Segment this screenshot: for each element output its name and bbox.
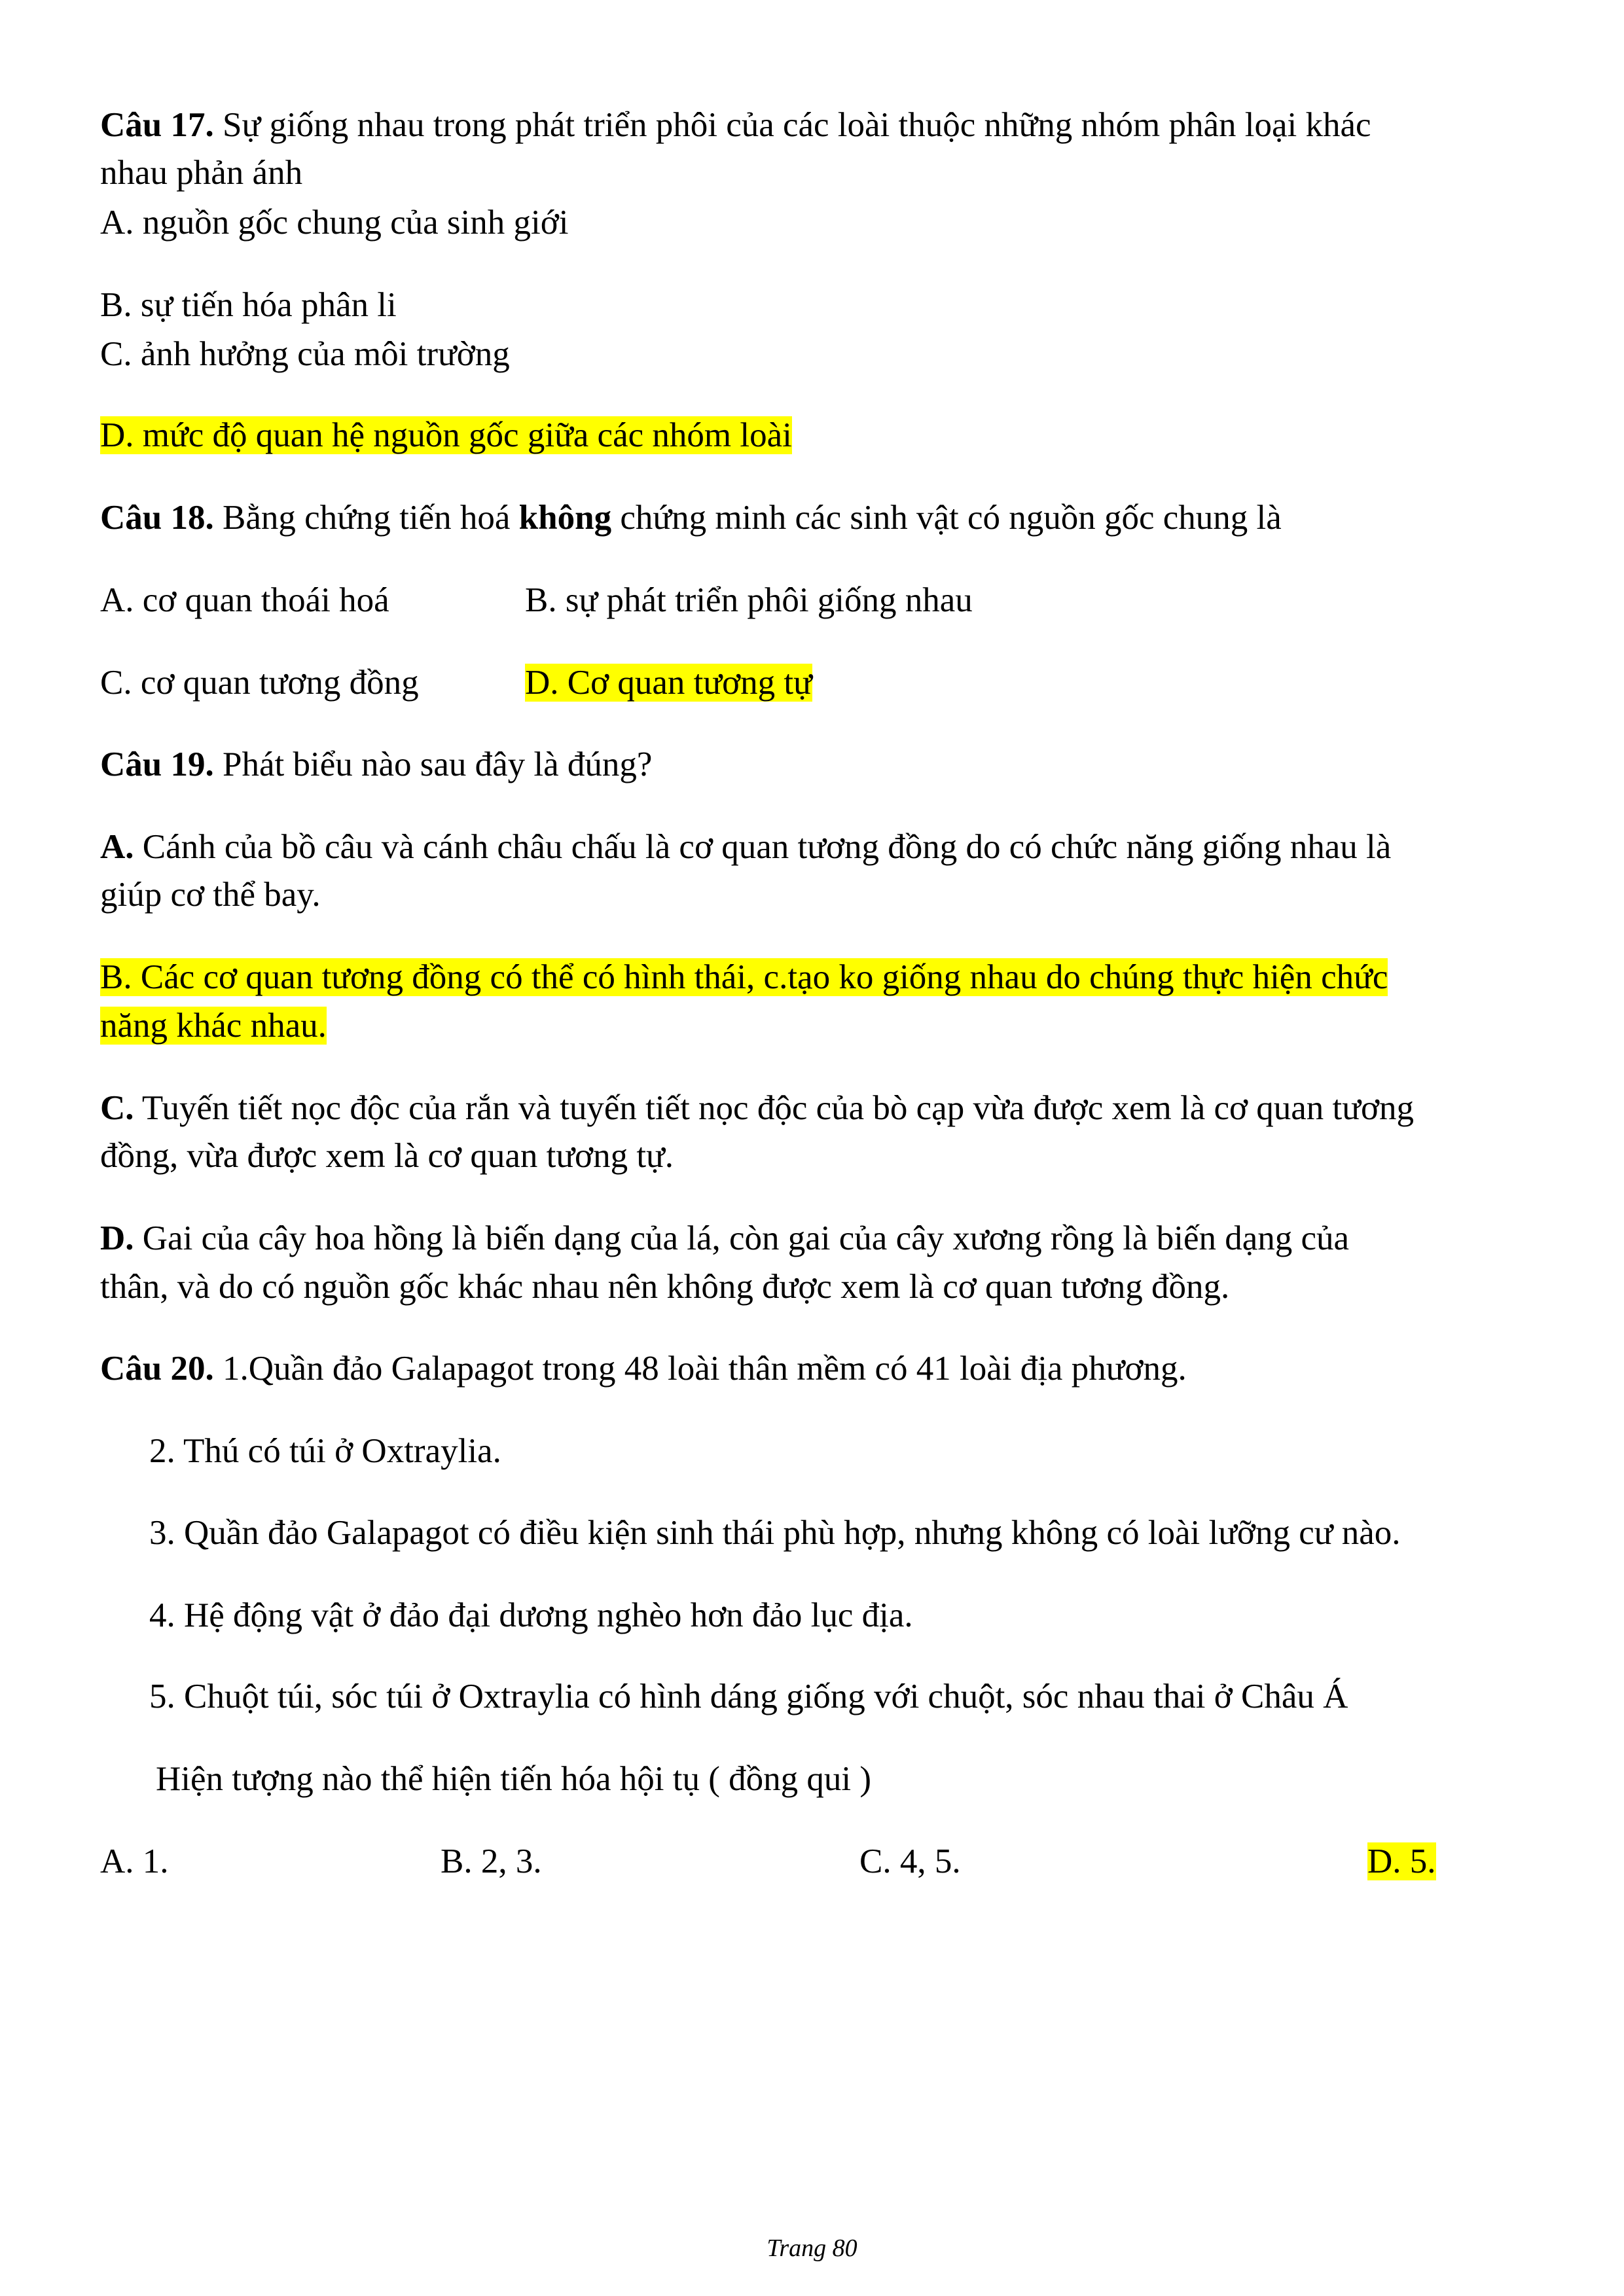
q20-item-3: 3. Quần đảo Galapagot có điều kiện sinh thái phù hợp, nhưng không có loài lưỡng cư nào. [149, 1514, 1401, 1552]
answer-highlight: năng khác nhau. [100, 1007, 327, 1045]
q17-label: Câu 17. [100, 106, 214, 144]
q18-emphasis: không [518, 499, 612, 537]
q19-stem: Câu 19. Phát biểu nào sau đây là đúng? [100, 745, 653, 783]
q17-stem-line1: Câu 17. Sự giống nhau trong phát triển phôi của các loài thuộc những nhóm phân loại khác [100, 106, 1371, 144]
q17-stem-line2: nhau phản ánh [100, 154, 303, 192]
q20-item-4: 4. Hệ động vật ở đảo đại dương nghèo hơn đảo lục địa. [149, 1596, 913, 1634]
answer-highlight: D. 5. [1367, 1842, 1436, 1880]
q18-stem: Câu 18. Bằng chứng tiến hoá không chứng minh các sinh vật có nguồn gốc chung là [100, 499, 1282, 537]
q17-option-c: C. ảnh hưởng của môi trường [100, 335, 510, 373]
q20-option-c: C. 4, 5. [859, 1842, 961, 1880]
q19-option-d-line1: D. Gai của cây hoa hồng là biến dạng của lá, còn gai của cây xương rồng là biến dạng của [100, 1219, 1350, 1257]
q19-option-c-line1: C. Tuyến tiết nọc độc của rắn và tuyến tiết nọc độc của bò cạp vừa được xem là cơ quan tương [100, 1089, 1415, 1127]
q18-label: Câu 18. [100, 499, 214, 537]
page-number: Trang 80 [767, 2234, 857, 2262]
q20-item-2: 2. Thú có túi ở Oxtraylia. [149, 1432, 501, 1470]
q19-option-a-line1: A. Cánh của bồ câu và cánh châu chấu là cơ quan tương đồng do có chức năng giống nhau là [100, 828, 1392, 866]
q20-label: Câu 20. [100, 1350, 214, 1388]
q20-option-b: B. 2, 3. [441, 1842, 542, 1880]
q18-option-c: C. cơ quan tương đồng [100, 664, 419, 702]
q18-option-a: A. cơ quan thoái hoá [100, 581, 389, 619]
q19-option-c-line2: đồng, vừa được xem là cơ quan tương tự. [100, 1137, 674, 1175]
q17-option-a: A. nguồn gốc chung của sinh giới [100, 204, 569, 242]
q19-label: Câu 19. [100, 745, 214, 783]
q19-option-b-line1-correct [100, 953, 1388, 1001]
q20-item-1: Câu 20. 1.Quần đảo Galapagot trong 48 loài thân mềm có 41 loài địa phương. [100, 1350, 1187, 1388]
q20-option-d-correct [1367, 1837, 1436, 1886]
answer-highlight: B. Các cơ quan tương đồng có thể có hình thái, c.tạo ko giống nhau do chúng thực hiện chức [100, 958, 1388, 996]
q18-option-b: B. sự phát triển phôi giống nhau [525, 581, 973, 619]
q17-option-d-correct [100, 411, 792, 459]
q20-option-a: A. 1. [100, 1842, 169, 1880]
q20-item-5: 5. Chuột túi, sóc túi ở Oxtraylia có hình dáng giống với chuột, sóc nhau thai ở Châu Á [149, 1677, 1348, 1715]
answer-highlight: D. Cơ quan tương tự [525, 664, 812, 702]
q19-option-a-line2: giúp cơ thể bay. [100, 876, 321, 914]
q17-option-b: B. sự tiến hóa phân li [100, 286, 397, 324]
q18-option-d-correct [525, 658, 812, 707]
answer-highlight: D. mức độ quan hệ nguồn gốc giữa các nhóm loài [100, 416, 792, 454]
q19-option-b-line2-correct [100, 1001, 327, 1050]
q20-question: Hiện tượng nào thể hiện tiến hóa hội tụ ( đồng qui ) [156, 1760, 871, 1798]
q19-option-d-line2: thân, và do có nguồn gốc khác nhau nên không được xem là cơ quan tương đồng. [100, 1268, 1230, 1306]
